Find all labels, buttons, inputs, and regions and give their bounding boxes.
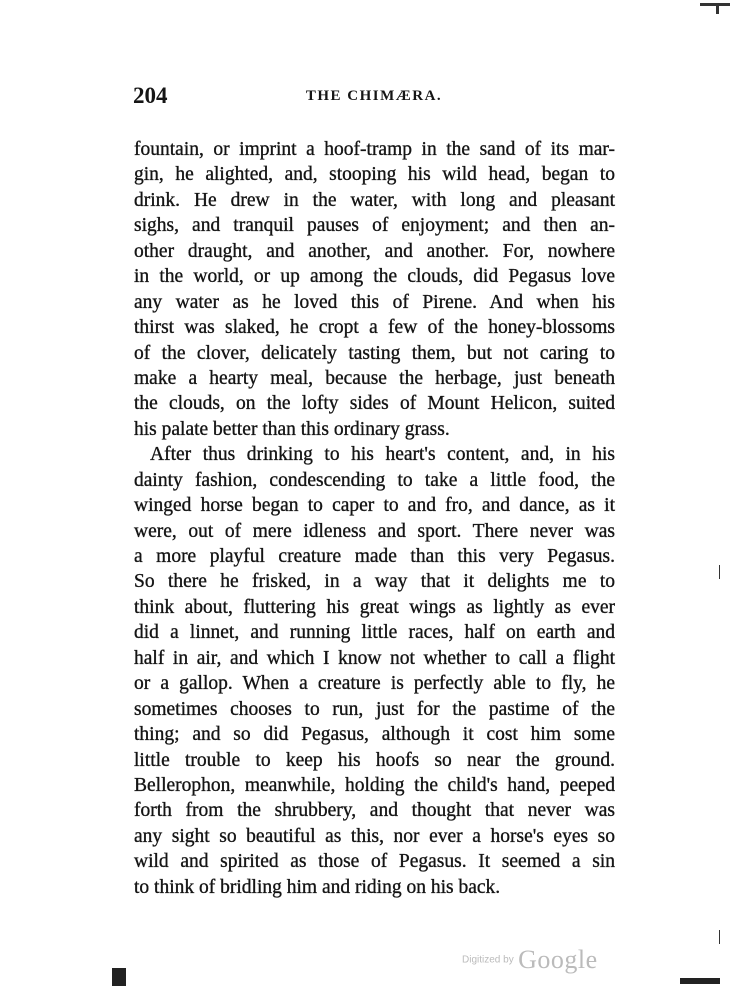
text-line: thirst was slaked, he cropt a few of the honey-blossoms xyxy=(134,317,615,339)
scan-artifact xyxy=(112,968,126,986)
watermark-prefix: Digitized by xyxy=(462,954,514,966)
text-line: sometimes chooses to run, just for the pastime of the xyxy=(134,698,615,720)
text-line: other draught, and another, and another. For, nowhere xyxy=(134,240,615,262)
text-line: think about, fluttering his great wings as lightly as ever xyxy=(134,596,615,618)
text-line: make a hearty meal, because the herbage, just beneath xyxy=(134,367,615,389)
text-line: So there he frisked, in a way that it delights me to xyxy=(134,571,615,593)
text-line: Bellerophon, meanwhile, holding the child's hand, peeped xyxy=(134,774,615,796)
text-line: drink. He drew in the water, with long and pleasant xyxy=(134,189,615,211)
text-line: or a gallop. When a creature is perfectly able to fly, he xyxy=(134,673,615,695)
scan-artifact xyxy=(716,6,719,14)
text-line: were, out of mere idleness and sport. There never was xyxy=(134,520,615,542)
scan-artifact xyxy=(719,930,720,944)
watermark-brand: Google xyxy=(518,945,598,974)
text-line: forth from the shrubbery, and thought that never was xyxy=(134,800,615,822)
page-header xyxy=(133,83,615,111)
text-line: did a linnet, and running little races, half on earth and xyxy=(134,622,615,644)
text-line: half in air, and which I know not whether to call a flight xyxy=(134,647,615,669)
text-line: of the clover, delicately tasting them, but not caring to xyxy=(134,342,615,364)
text-line: to think of bridling him and riding on his back. xyxy=(134,876,501,898)
scan-artifact xyxy=(680,978,720,984)
text-line: the clouds, on the lofty sides of Mount Helicon, suited xyxy=(134,393,615,415)
text-line: After thus drinking to his heart's content, and, in his xyxy=(150,444,615,466)
text-line: wild and spirited as those of Pegasus. It seemed a sin xyxy=(134,851,615,873)
text-line: gin, he alighted, and, stooping his wild head, began to xyxy=(134,164,615,186)
text-line: thing; and so did Pegasus, although it cost him some xyxy=(134,724,615,746)
text-line: a more playful creature made than this very Pegasus. xyxy=(134,546,615,567)
digitized-by-google-watermark xyxy=(462,945,598,975)
text-line: in the world, or up among the clouds, did Pegasus love xyxy=(134,266,615,288)
text-line: his palate better than this ordinary grass. xyxy=(134,418,450,440)
running-title: THE CHIMÆRA. xyxy=(305,88,443,104)
text-line: winged horse began to caper to and fro, and dance, as it xyxy=(134,495,615,517)
text-line: fountain, or imprint a hoof-tramp in the sand of its mar- xyxy=(134,139,615,160)
text-line: little trouble to keep his hoofs so near the ground. xyxy=(134,749,615,771)
text-line: any water as he loved this of Pirene. And when his xyxy=(134,291,615,313)
page-number: 204 xyxy=(133,83,168,108)
scan-artifact xyxy=(719,565,720,579)
scan-artifact xyxy=(700,3,730,6)
text-line: dainty fashion, condescending to take a little food, the xyxy=(134,469,615,491)
page-body xyxy=(134,137,615,900)
text-line: any sight so beautiful as this, nor ever a horse's eyes so xyxy=(134,825,615,847)
text-line: sighs, and tranquil pauses of enjoyment; and then an- xyxy=(134,215,615,237)
